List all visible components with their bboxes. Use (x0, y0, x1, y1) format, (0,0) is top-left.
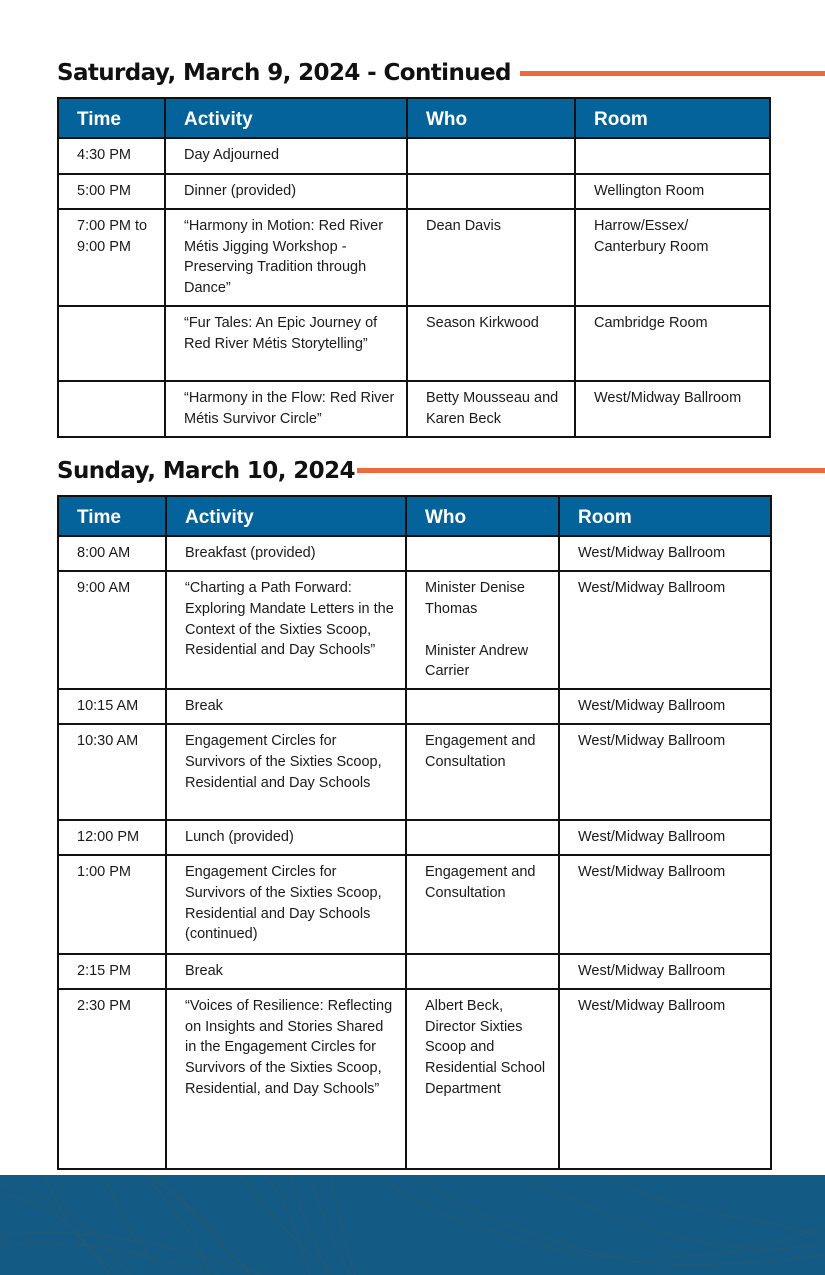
column-header-time: Time (58, 496, 166, 536)
table-row (58, 536, 771, 571)
cell-who: Engagement and Consultation (406, 855, 559, 954)
sunday-schedule-table (57, 495, 772, 1170)
cell-room: West/Midway Ballroom (559, 724, 771, 820)
cell-room: West/Midway Ballroom (559, 989, 771, 1169)
accent-divider (357, 468, 825, 473)
cell-activity: “Harmony in the Flow: Red River Métis Survivor Circle” (165, 381, 407, 437)
cell-who: Engagement and Consultation (406, 724, 559, 820)
cell-time: 2:15 PM (58, 954, 166, 989)
table-row (58, 174, 770, 209)
cell-who: Albert Beck, Director Sixties Scoop and Residential School Department (406, 989, 559, 1169)
cell-time: 4:30 PM (58, 138, 165, 174)
footer-decorative-band (0, 1175, 825, 1275)
cell-room: West/Midway Ballroom (559, 820, 771, 855)
cell-room: West/Midway Ballroom (575, 381, 770, 437)
section-sunday-header (57, 456, 825, 490)
cell-who (406, 536, 559, 571)
cell-who: Dean Davis (407, 209, 575, 306)
column-header-room: Room (575, 98, 770, 138)
table-row (58, 855, 771, 954)
cell-activity: Breakfast (provided) (166, 536, 406, 571)
column-header-activity: Activity (165, 98, 407, 138)
cell-time: 12:00 PM (58, 820, 166, 855)
section-title: Saturday, March 9, 2024 - Continued (57, 60, 511, 86)
cell-activity: Lunch (provided) (166, 820, 406, 855)
spacer (425, 620, 548, 641)
cell-room: Harrow/Essex/ Canterbury Room (575, 209, 770, 306)
table-header-row (58, 496, 771, 536)
section-title: Sunday, March 10, 2024 (57, 458, 355, 484)
cell-activity: Engagement Circles for Survivors of the Sixties Scoop, Residential and Day Schools (166, 724, 406, 820)
cell-activity: “Charting a Path Forward: Exploring Mandate Letters in the Context of the Sixties Scoop, Residential and Day Schools” (166, 571, 406, 689)
cell-time: 1:00 PM (58, 855, 166, 954)
cell-room: West/Midway Ballroom (559, 571, 771, 689)
cell-room: West/Midway Ballroom (559, 689, 771, 724)
cell-room: West/Midway Ballroom (559, 536, 771, 571)
table-row (58, 954, 771, 989)
cell-room (575, 138, 770, 174)
cell-who: Betty Mousseau and Karen Beck (407, 381, 575, 437)
table-row (58, 571, 771, 689)
cell-activity: “Harmony in Motion: Red River Métis Jigging Workshop - Preserving Tradition through Dance” (165, 209, 407, 306)
cell-time: 9:00 AM (58, 571, 166, 689)
saturday-schedule-table (57, 97, 771, 438)
section-saturday-header (57, 58, 825, 92)
cell-room: Cambridge Room (575, 306, 770, 381)
cell-time (58, 381, 165, 437)
cell-time (58, 306, 165, 381)
table-header-row (58, 98, 770, 138)
cell-activity: Break (166, 954, 406, 989)
column-header-room: Room (559, 496, 771, 536)
cell-activity: Dinner (provided) (165, 174, 407, 209)
table-row (58, 209, 770, 306)
cell-room: West/Midway Ballroom (559, 954, 771, 989)
cell-activity: “Voices of Resilience: Reflecting on Insights and Stories Shared in the Engagement Circles for Survivors of the Sixties Scoop, Residential, and Day Schools” (166, 989, 406, 1169)
column-header-time: Time (58, 98, 165, 138)
cell-who (406, 571, 559, 689)
column-header-activity: Activity (166, 496, 406, 536)
table-row (58, 138, 770, 174)
cell-room: Wellington Room (575, 174, 770, 209)
column-header-who: Who (407, 98, 575, 138)
accent-divider (520, 71, 825, 76)
cell-room: West/Midway Ballroom (559, 855, 771, 954)
table-row (58, 820, 771, 855)
cell-time: 5:00 PM (58, 174, 165, 209)
speaker-name: Minister Denise Thomas (425, 580, 525, 617)
cell-who (406, 954, 559, 989)
cell-who (406, 820, 559, 855)
cell-who (407, 174, 575, 209)
table-row (58, 724, 771, 820)
cell-time: 7:00 PM to 9:00 PM (58, 209, 165, 306)
cell-activity: Day Adjourned (165, 138, 407, 174)
wave-pattern-icon (0, 1175, 825, 1275)
cell-activity: Engagement Circles for Survivors of the Sixties Scoop, Residential and Day Schools (continued) (166, 855, 406, 954)
table-row (58, 689, 771, 724)
cell-time: 8:00 AM (58, 536, 166, 571)
cell-time: 2:30 PM (58, 989, 166, 1169)
cell-time: 10:30 AM (58, 724, 166, 820)
cell-who: Season Kirkwood (407, 306, 575, 381)
cell-activity: “Fur Tales: An Epic Journey of Red River Métis Storytelling” (165, 306, 407, 381)
cell-who (406, 689, 559, 724)
cell-activity: Break (166, 689, 406, 724)
table-row (58, 306, 770, 381)
speaker-name: Minister Andrew Carrier (425, 642, 529, 680)
cell-time: 10:15 AM (58, 689, 166, 724)
cell-who (407, 138, 575, 174)
table-row (58, 989, 771, 1169)
table-row (58, 381, 770, 437)
column-header-who: Who (406, 496, 559, 536)
